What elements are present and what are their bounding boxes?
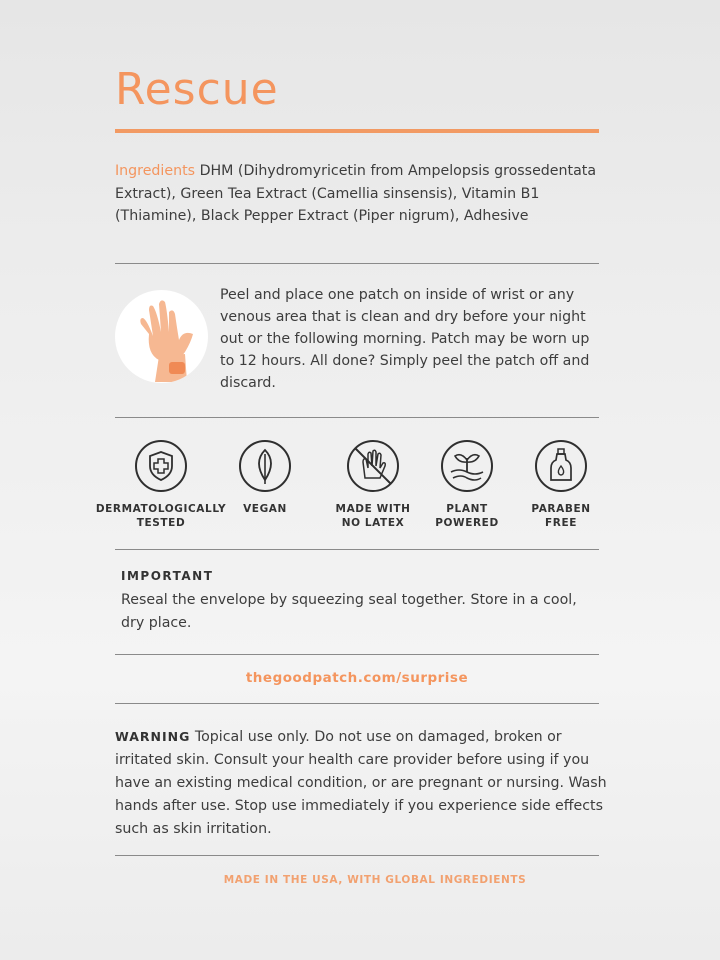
important-text: Reseal the envelope by squeezing seal together. Store in a cool, dry place.	[121, 592, 577, 631]
divider	[115, 549, 599, 550]
hand-patch-icon	[115, 290, 208, 383]
badge-row	[95, 438, 599, 538]
warning-text: Topical use only. Do not use on damaged, broken or irritated skin. Consult your health care provider before using if you have an existing medical condition, or are pregnant or nursing. Wash hands after use. Stop use immediately if you experience side effects such as skin irritation.	[115, 729, 607, 837]
ingredients-text: DHM (Dihydromyricetin from Ampelopsis grossedentata Extract), Green Tea Extract (Camellia sinsensis), Vitamin B1 (Thiamine), Black Pepper Extract (Piper nigrum), Adhesive	[115, 163, 597, 224]
divider	[115, 263, 599, 264]
origin-footer: MADE IN THE USA, WITH GLOBAL INGREDIENTS	[223, 874, 527, 886]
badge-label: VEGAN	[243, 503, 287, 515]
badge-label: PARABEN FREE	[531, 503, 591, 529]
badge-label: PLANT POWERED	[435, 503, 499, 529]
ingredients-label: Ingredients	[115, 163, 196, 179]
warning-label: WARNING	[115, 729, 191, 744]
badge-label: MADE WITH NO LATEX	[335, 503, 411, 529]
bottle-icon	[533, 438, 589, 494]
title-underline	[115, 129, 599, 133]
divider	[115, 417, 599, 418]
badge-label: DERMATOLOGICALLY TESTED	[95, 503, 227, 529]
usage-instructions: Peel and place one patch on inside of wrist or any venous area that is clean and dry before your night out or the following morning. Patch may be worn up to 12 hours. All done? Simply peel the patch off and discard.	[220, 287, 590, 391]
leaf-icon	[237, 438, 293, 494]
ingredients-paragraph	[115, 160, 605, 228]
divider	[115, 855, 599, 856]
divider	[115, 654, 599, 655]
important-heading: IMPORTANT	[121, 569, 214, 583]
divider	[115, 703, 599, 704]
website-link[interactable]: thegoodpatch.com/surprise	[245, 670, 469, 686]
badge-paraben-free	[491, 438, 631, 530]
dermatology-shield-icon	[133, 438, 189, 494]
label-panel	[95, 0, 607, 960]
product-title: Rescue	[115, 64, 279, 115]
sprout-icon	[439, 438, 495, 494]
warning-paragraph	[115, 725, 610, 841]
no-glove-icon	[345, 438, 401, 494]
